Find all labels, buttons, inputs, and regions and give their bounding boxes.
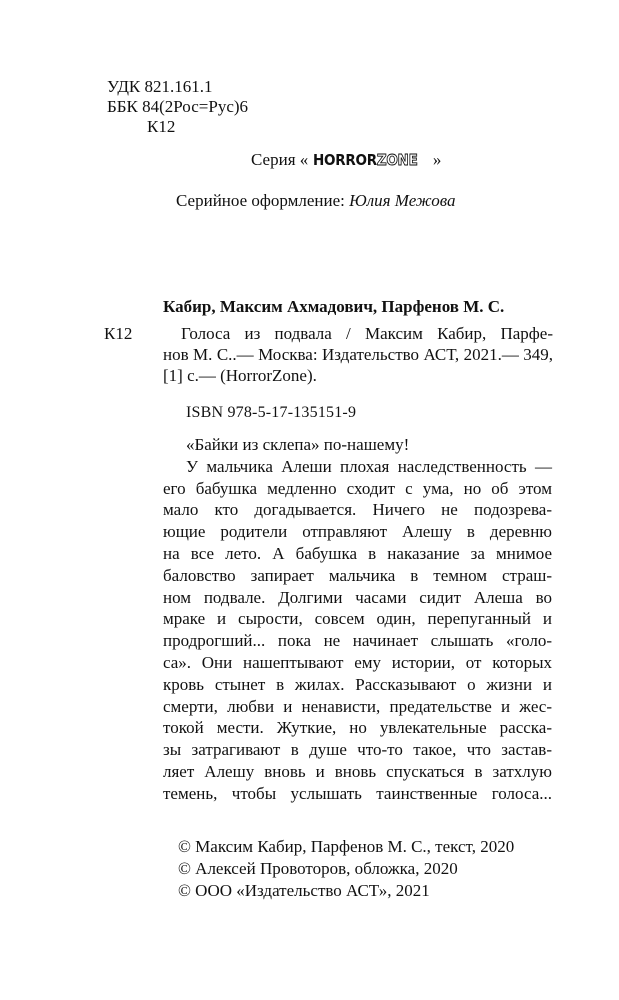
design-label: Серийное оформление: [176, 191, 345, 210]
annotation-line: его бабушка медленно сходит с ума, но об этом [163, 478, 552, 498]
annotation-line: темень, чтобы услышать таинственные голоса... [163, 783, 552, 803]
annotation-line: ном подвале. Долгими часами сидит Алеша во [163, 587, 552, 607]
annotation [163, 434, 552, 805]
designer-name: Юлия Межова [349, 191, 456, 210]
bibliographic-description [163, 323, 553, 386]
annotation-line: зы затрагивают в душе что-то такое, что застав- [163, 740, 552, 760]
isbn: ISBN 978-5-17-135151-9 [186, 404, 357, 421]
bib-line: нов М. С..— Москва: Издательство АСТ, 2021.— 349, [163, 345, 553, 364]
copyright-block [178, 836, 514, 902]
annotation-line: на все лето. А бабушка в наказание за мнимое [163, 543, 552, 563]
horrorzone-logo [313, 151, 418, 169]
series-prefix: Серия « [251, 150, 309, 169]
annotation-line: са». Они нашептывают ему истории, от которых [163, 652, 552, 672]
series-suffix: » [432, 150, 442, 169]
annotation-line: продрогший... пока не начинает слышать «голо- [163, 631, 552, 651]
annotation-line: мало кто догадывается. Ничего не подозрева- [163, 500, 552, 520]
annotation-line: ющие родители отправляют Алешу в деревню [163, 522, 552, 542]
bib-code: К12 [104, 324, 133, 343]
logo-zone-text: ZONE [376, 151, 418, 169]
udk-code: УДК 821.161.1 [107, 77, 213, 96]
annotation-line: кровь стынет в жилах. Рассказывают о жизни и [163, 674, 552, 694]
bib-line: [1] с.— (HorrorZone). [163, 366, 317, 385]
copyright-line: © Максим Кабир, Парфенов М. С., текст, 2020 [178, 837, 515, 856]
copyright-line: © Алексей Провоторов, обложка, 2020 [178, 859, 458, 878]
bbk-code: ББК 84(2Рос=Рус)6 [107, 97, 249, 116]
annotation-line: смерти, любви и ненависти, предательстве и жес- [163, 696, 552, 716]
author-sign-code: К12 [147, 117, 176, 136]
annotation-line: токой мести. Жуткие, но увлекательные расска- [163, 718, 552, 738]
annotation-line: мраке и сырости, совсем один, перепуганный и [163, 609, 552, 629]
annotation-line: «Байки из склепа» по-нашему! [186, 435, 410, 454]
series-line [251, 150, 441, 170]
bib-line: Голоса из подвала / Максим Кабир, Парфе- [181, 324, 553, 343]
logo-horror-text: HORROR [312, 151, 377, 169]
copyright-line: © ООО «Издательство АСТ», 2021 [178, 881, 430, 900]
author-heading: Кабир, Максим Ахмадович, Парфенов М. С. [163, 297, 505, 316]
annotation-line: баловство запирает мальчика в темном страш- [163, 565, 552, 585]
annotation-line: ляет Алешу вновь и вновь спускаться в затхлую [163, 761, 552, 781]
series-design-credit [176, 191, 455, 211]
annotation-line: У мальчика Алеши плохая наследственность — [186, 456, 552, 476]
